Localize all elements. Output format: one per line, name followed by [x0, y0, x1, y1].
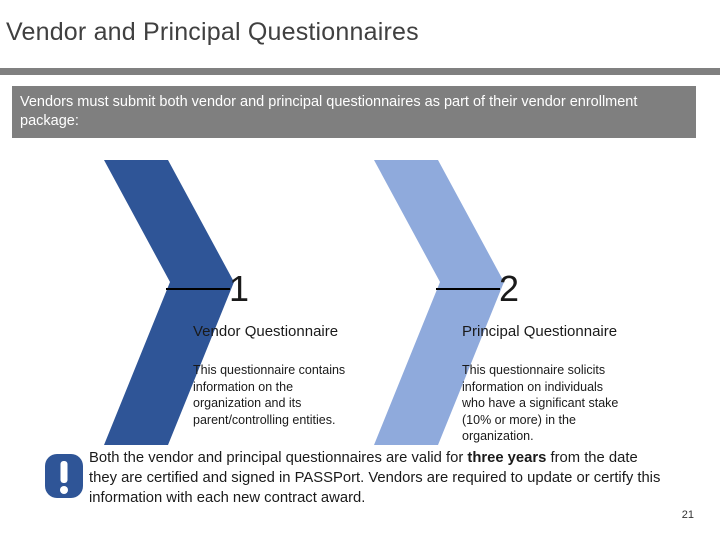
note-text-end: from the date they are certified and signed in PASSPort. Vendors are required to update or certify this information with each new contract award. [89, 450, 661, 506]
step-1-number: 1 [229, 268, 250, 309]
step-2-number: 2 [499, 268, 520, 309]
exclamation-icon [44, 453, 84, 499]
step-2-description: This questionnaire solicits information on individuals who have a significant stake (10% or more) in the organization. [462, 363, 619, 443]
slide-title: Vendor and Principal Questionnaires [6, 18, 419, 46]
step-2-number-rule [436, 288, 500, 290]
title-divider [0, 68, 720, 75]
step-1-title: Vendor Questionnaire [193, 323, 339, 340]
note-text-start: Both the vendor and principal questionnaires are valid for [89, 450, 468, 466]
validity-note [89, 448, 669, 508]
step-2-title: Principal Questionnaire [462, 323, 618, 340]
page-number: 21 [681, 509, 694, 521]
intro-banner: Vendors must submit both vendor and principal questionnaires as part of their vendor enrollment package: [12, 86, 696, 138]
step-1-number-rule [166, 288, 230, 290]
note-emphasis: three years [467, 450, 547, 466]
step-1-description: This questionnaire contains information on the organization and its parent/controlling entities. [193, 363, 346, 427]
